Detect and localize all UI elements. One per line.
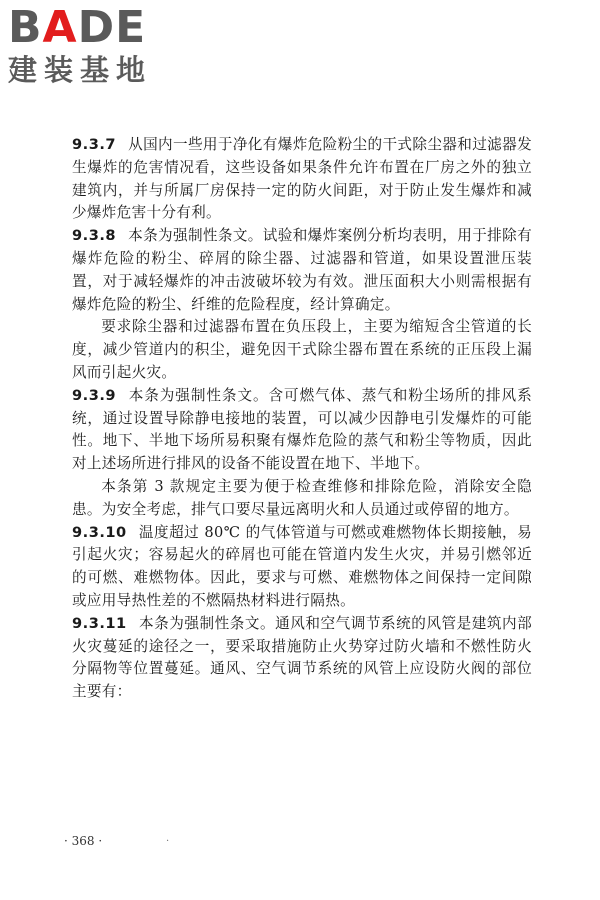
clause-number: 9.3.10	[72, 523, 127, 541]
clause-number: 9.3.7	[72, 136, 117, 153]
clause-text: 本条为强制性条文。通风和空气调节系统的风管是建筑内部火灾蔓延的途径之一，要采取措施防止火势穿过防火墙和不燃性防火分隔物等位置蔓延。通风、空气调节系统的风管上应设防火阀的部位主要有：	[72, 614, 532, 701]
logo-letter-a: A	[42, 2, 78, 53]
logo-wordmark	[8, 2, 178, 53]
clause-number: 9.3.9	[72, 386, 117, 404]
document-body	[72, 134, 532, 704]
clause-text: 从国内一些用于净化有爆炸危险粉尘的干式除尘器和过滤器发生爆炸的危害情况看，这些设备如果条件允许布置在厂房之外的独立建筑内，并与所属厂房保持一定的防火间距，对于防止发生爆炸和减少爆炸危害十分有利。	[72, 136, 532, 222]
clause-9-3-10	[72, 522, 532, 613]
clause-9-3-9-extra: 本条第 3 款规定主要为便于检查维修和排除危险，消除安全隐患。为安全考虑，排气口要尽量远离明火和人员通过或停留的地方。	[72, 477, 532, 518]
clause-9-3-8	[72, 225, 532, 316]
page-mark: ·	[166, 836, 170, 847]
page-number: · 368 ·	[64, 834, 103, 848]
clause-text: 本条为强制性条文。试验和爆炸案例分析均表明，用于排除有爆炸危险的粉尘、碎屑的除尘器、过滤器和管道，如果设置泄压装置，对于减轻爆炸的冲击波破坏较为有效。泄压面积大小则需根据有爆炸危险的粉尘、纤维的危险程度，经计算确定。	[72, 227, 532, 313]
clause-number: 9.3.11	[72, 614, 127, 632]
logo-subtitle: 建装基地	[8, 53, 153, 87]
clause-9-3-9	[72, 385, 532, 476]
clause-number: 9.3.8	[72, 227, 117, 245]
logo-letters-de: DE	[77, 2, 147, 53]
logo-letter-b: B	[8, 2, 43, 53]
clause-text: 本条为强制性条文。含可燃气体、蒸气和粉尘场所的排风系统，通过设置导除静电接地的装置，可以减少因静电引发爆炸的可能性。地下、半地下场所易积聚有爆炸危险的蒸气和粉尘等物质，因此对上述场所进行排风的设备不能设置在地下、半地下。	[72, 386, 532, 473]
clause-9-3-8-extra: 要求除尘器和过滤器布置在负压段上，主要为缩短含尘管道的长度，减少管道内的积尘，避免因干式除尘器布置在系统的正压段上漏风而引起火灾。	[72, 318, 532, 381]
clause-text: 温度超过 80℃ 的气体管道与可燃或难燃物体长期接触，易引起火灾；容易起火的碎屑也可能在管道内发生火灾，并易引燃邻近的可燃、难燃物体。因此，要求与可燃、难燃物体之间保持一定间隙或应用导热性差的不燃隔热材料进行隔热。	[72, 523, 532, 609]
bade-logo	[8, 2, 178, 87]
clause-9-3-7	[72, 134, 532, 225]
clause-9-3-11	[72, 613, 532, 704]
